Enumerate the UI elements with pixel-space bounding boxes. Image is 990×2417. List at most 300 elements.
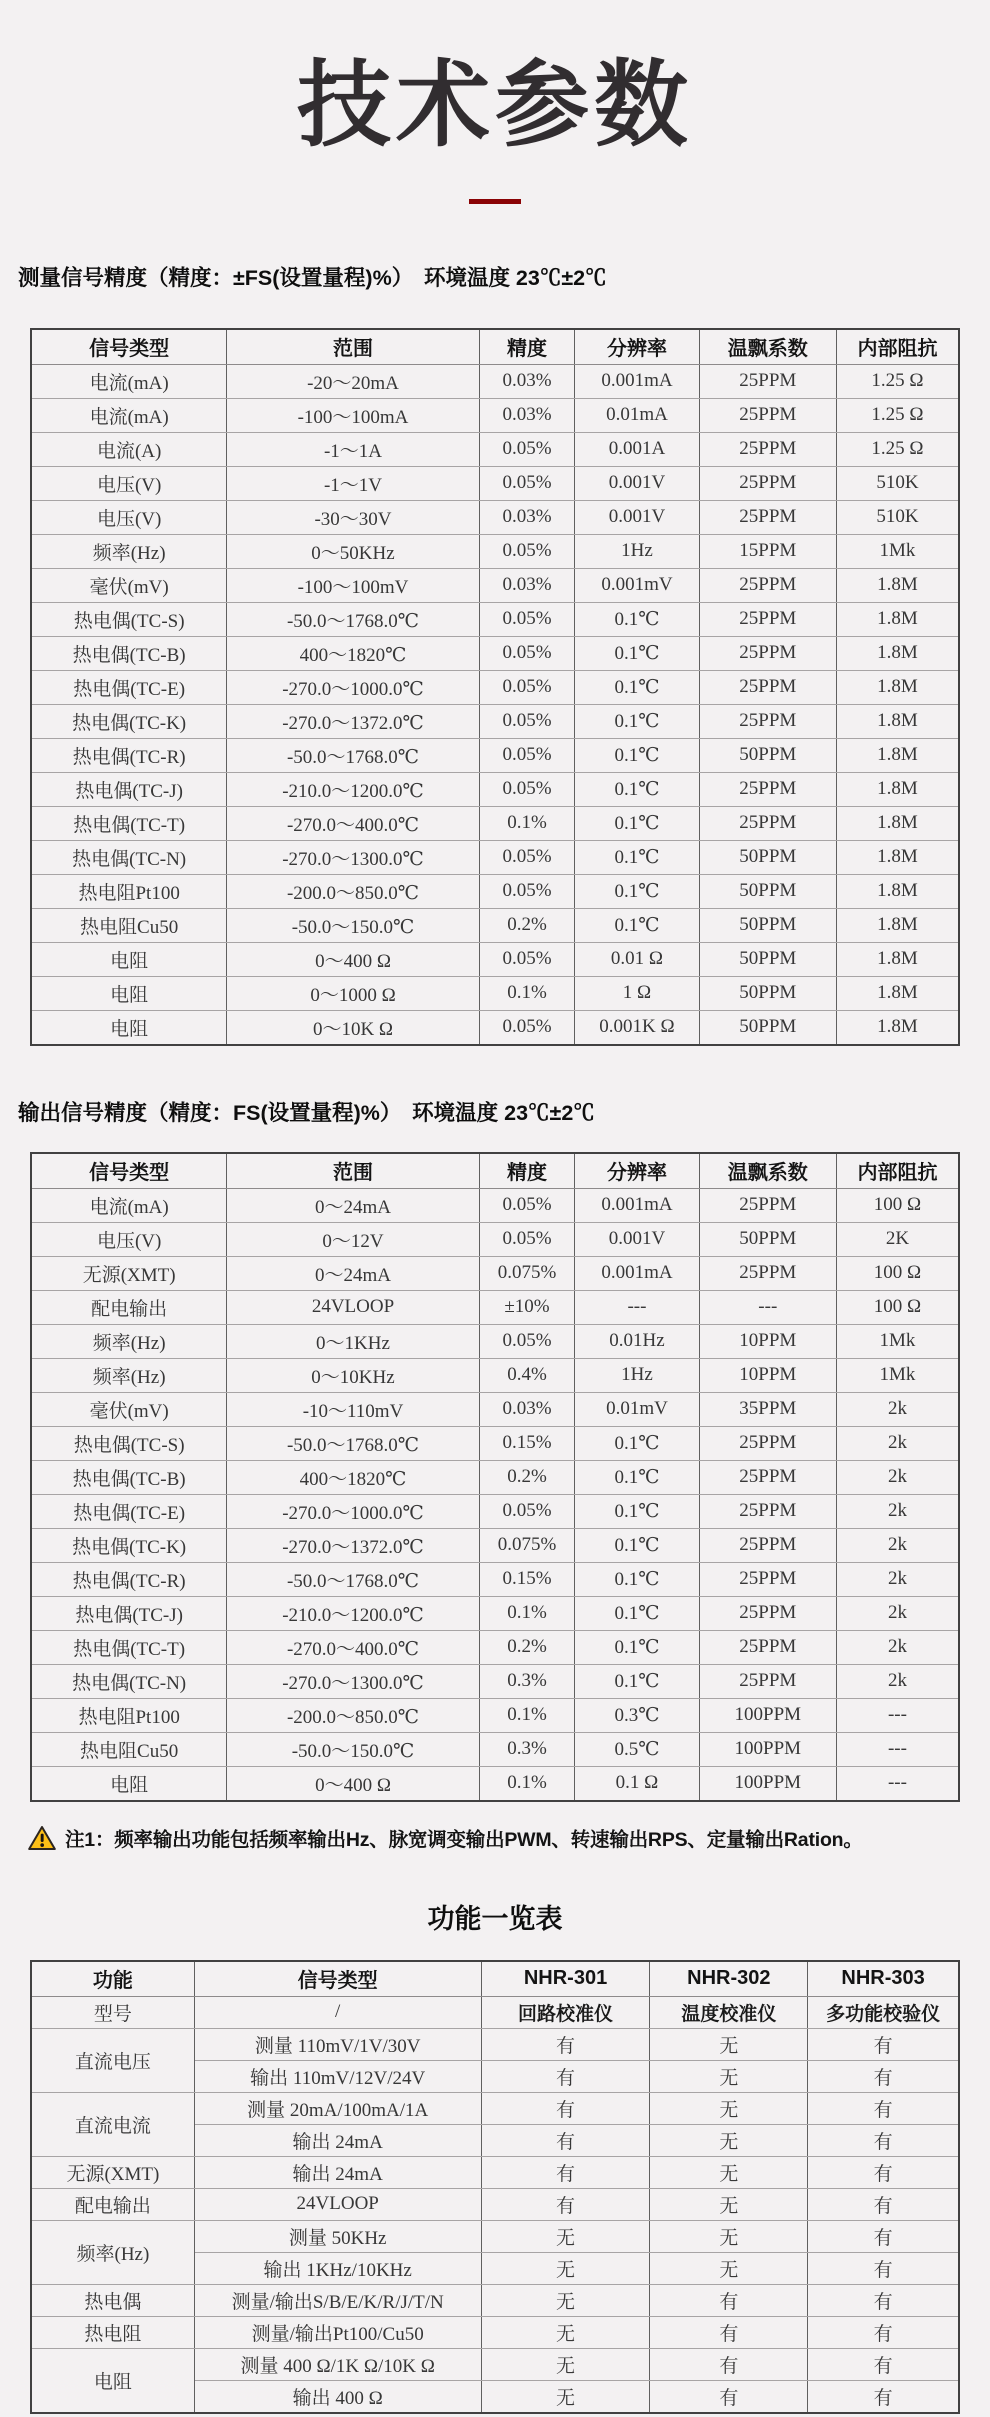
table-cell: 0.001mV xyxy=(575,568,699,602)
table-cell: 回路校准仪 xyxy=(481,1996,650,2028)
table-row xyxy=(31,976,959,1010)
table-cell: 0.05% xyxy=(479,602,575,636)
table-row xyxy=(31,1256,959,1290)
table-cell: ±10% xyxy=(479,1290,575,1324)
table-cell: 热电阻 xyxy=(31,2316,194,2348)
table-cell: -270.0～1000.0℃ xyxy=(227,1494,479,1528)
table-cell: 0.075% xyxy=(479,1256,575,1290)
table-cell: 0.1℃ xyxy=(575,806,699,840)
table-cell: 0.3% xyxy=(479,1664,575,1698)
table-cell: 0.03% xyxy=(479,398,575,432)
table-cell: 510K xyxy=(836,500,959,534)
table-cell: 25PPM xyxy=(699,432,836,466)
table-cell: 0.001mA xyxy=(575,1188,699,1222)
table-cell: 温度校准仪 xyxy=(650,1996,808,2028)
table-cell: 0.1℃ xyxy=(575,636,699,670)
table-cell: 25PPM xyxy=(699,398,836,432)
table-cell: 电流(A) xyxy=(31,432,227,466)
table-row xyxy=(31,704,959,738)
table-cell: 50PPM xyxy=(699,908,836,942)
table-cell: 0.1℃ xyxy=(575,840,699,874)
table-cell: 热电阻Cu50 xyxy=(31,1732,227,1766)
table-cell: 10PPM xyxy=(699,1324,836,1358)
table-cell: 0～400 Ω xyxy=(227,942,479,976)
table-row xyxy=(31,1358,959,1392)
table-cell: 25PPM xyxy=(699,1664,836,1698)
table-cell: 0.1℃ xyxy=(575,704,699,738)
table-cell: 0.05% xyxy=(479,636,575,670)
table-cell: 0.03% xyxy=(479,568,575,602)
table-cell: 0.1℃ xyxy=(575,1460,699,1494)
table-cell: 25PPM xyxy=(699,1562,836,1596)
table-cell: -270.0～1300.0℃ xyxy=(227,1664,479,1698)
table-cell: 100PPM xyxy=(699,1698,836,1732)
table-cell: 有 xyxy=(808,2156,959,2188)
table-cell: 有 xyxy=(650,2316,808,2348)
table-cell: 1.8M xyxy=(836,942,959,976)
table-row xyxy=(31,1996,959,2028)
table-row xyxy=(31,1188,959,1222)
table-cell: --- xyxy=(575,1290,699,1324)
table-cell: 电阻 xyxy=(31,1010,227,1045)
table-cell: 1.25 Ω xyxy=(836,432,959,466)
table-cell: 0.05% xyxy=(479,874,575,908)
table-cell: 10PPM xyxy=(699,1358,836,1392)
table-cell: 0.05% xyxy=(479,432,575,466)
table-cell: 有 xyxy=(808,2316,959,2348)
table-cell: 1.8M xyxy=(836,670,959,704)
table-cell: 热电偶(TC-T) xyxy=(31,1630,227,1664)
table-cell: 25PPM xyxy=(699,364,836,398)
table-row xyxy=(31,2348,959,2380)
table-cell: 100 Ω xyxy=(836,1188,959,1222)
table-cell: 电流(mA) xyxy=(31,364,227,398)
table-cell: 电压(V) xyxy=(31,1222,227,1256)
table-cell: 有 xyxy=(808,2028,959,2060)
table-cell: 无 xyxy=(650,2156,808,2188)
table-cell: 0.2% xyxy=(479,908,575,942)
table-row xyxy=(31,1494,959,1528)
table-cell: 热电偶(TC-S) xyxy=(31,1426,227,1460)
table-row xyxy=(31,874,959,908)
table-cell: -50.0～1768.0℃ xyxy=(227,1562,479,1596)
table-cell: 0～10KHz xyxy=(227,1358,479,1392)
table-cell: 25PPM xyxy=(699,772,836,806)
table-cell: 0.1% xyxy=(479,1596,575,1630)
table-cell: 2k xyxy=(836,1630,959,1664)
table-cell: -270.0～400.0℃ xyxy=(227,806,479,840)
table-cell: 0.1℃ xyxy=(575,874,699,908)
table-cell: 25PPM xyxy=(699,466,836,500)
table-cell: 400～1820℃ xyxy=(227,636,479,670)
table-cell: 0.001K Ω xyxy=(575,1010,699,1045)
table-cell: 1.8M xyxy=(836,908,959,942)
table-cell: 无 xyxy=(481,2252,650,2284)
table-row xyxy=(31,398,959,432)
table-cell: 50PPM xyxy=(699,874,836,908)
table-cell: 1.8M xyxy=(836,1010,959,1045)
table-cell: 0.1% xyxy=(479,976,575,1010)
table-cell: 510K xyxy=(836,466,959,500)
table-cell: 2k xyxy=(836,1460,959,1494)
column-header: 温飘系数 xyxy=(699,329,836,365)
table-cell: 测量/输出Pt100/Cu50 xyxy=(194,2316,481,2348)
table-cell: 1Hz xyxy=(575,534,699,568)
measure-section-heading: 测量信号精度（精度：±FS(设置量程)%） 环境温度 23℃±2℃ xyxy=(18,266,607,290)
table-cell: -210.0～1200.0℃ xyxy=(227,772,479,806)
table-row xyxy=(31,1460,959,1494)
table-row xyxy=(31,602,959,636)
table-cell: -20～20mA xyxy=(227,364,479,398)
table-cell: --- xyxy=(836,1766,959,1801)
table-cell: 25PPM xyxy=(699,636,836,670)
table-cell: 24VLOOP xyxy=(227,1290,479,1324)
table-cell: 0.1℃ xyxy=(575,1664,699,1698)
table-cell: 输出 24mA xyxy=(194,2156,481,2188)
table-cell: -50.0～1768.0℃ xyxy=(227,602,479,636)
table-cell: 热电偶(TC-J) xyxy=(31,772,227,806)
table-cell: 0.1℃ xyxy=(575,772,699,806)
table-cell: 测量 20mA/100mA/1A xyxy=(194,2092,481,2124)
page-title: 技术参数 xyxy=(296,52,693,157)
column-header: 范围 xyxy=(227,1153,479,1189)
table-cell: 0.01mA xyxy=(575,398,699,432)
table-cell: 100PPM xyxy=(699,1732,836,1766)
table-cell: 1.8M xyxy=(836,806,959,840)
table-cell: 1.8M xyxy=(836,772,959,806)
table-cell: 无 xyxy=(481,2380,650,2413)
table-cell: 0.05% xyxy=(479,1222,575,1256)
table-cell: 热电阻Pt100 xyxy=(31,874,227,908)
table-cell: 100PPM xyxy=(699,1766,836,1801)
table-cell: 0.1℃ xyxy=(575,670,699,704)
table-cell: 无 xyxy=(650,2252,808,2284)
table-cell: 频率(Hz) xyxy=(31,1324,227,1358)
table-cell: 0.1℃ xyxy=(575,1596,699,1630)
table-cell: 0.1% xyxy=(479,1766,575,1801)
table-cell: 0.001mA xyxy=(575,364,699,398)
table-cell: -100～100mV xyxy=(227,568,479,602)
table-cell: 50PPM xyxy=(699,840,836,874)
table-row xyxy=(31,840,959,874)
table-cell: 25PPM xyxy=(699,1460,836,1494)
table-cell: 0.05% xyxy=(479,942,575,976)
table-cell: 0～10K Ω xyxy=(227,1010,479,1045)
table-cell: 电阻 xyxy=(31,2348,194,2413)
table-row xyxy=(31,1630,959,1664)
table-cell: 热电偶(TC-K) xyxy=(31,1528,227,1562)
table-cell: 2k xyxy=(836,1664,959,1698)
table-cell: 0.1℃ xyxy=(575,738,699,772)
table-row xyxy=(31,2284,959,2316)
table-cell: 50PPM xyxy=(699,942,836,976)
table-cell: 0.05% xyxy=(479,1188,575,1222)
table-row xyxy=(31,568,959,602)
table-cell: 热电偶(TC-S) xyxy=(31,602,227,636)
table-cell: -100～100mA xyxy=(227,398,479,432)
table-cell: 有 xyxy=(481,2188,650,2220)
table-cell: 1Mk xyxy=(836,1324,959,1358)
table-cell: -50.0～150.0℃ xyxy=(227,908,479,942)
table-row xyxy=(31,1222,959,1256)
table-cell: 25PPM xyxy=(699,1188,836,1222)
table-cell: 有 xyxy=(650,2284,808,2316)
table-cell: 无源(XMT) xyxy=(31,1256,227,1290)
table-row xyxy=(31,806,959,840)
table-cell: 2k xyxy=(836,1562,959,1596)
table-cell: 热电偶 xyxy=(31,2284,194,2316)
table-cell: 热电偶(TC-E) xyxy=(31,1494,227,1528)
table-cell: 0.2% xyxy=(479,1630,575,1664)
table-cell: 0.075% xyxy=(479,1528,575,1562)
table-row xyxy=(31,772,959,806)
column-header: 内部阻抗 xyxy=(836,329,959,365)
table-cell: -50.0～1768.0℃ xyxy=(227,738,479,772)
table-cell: 0.05% xyxy=(479,772,575,806)
table-cell: 测量 50KHz xyxy=(194,2220,481,2252)
table-row xyxy=(31,942,959,976)
table-cell: 无 xyxy=(481,2348,650,2380)
table-cell: -210.0～1200.0℃ xyxy=(227,1596,479,1630)
output-accuracy-section xyxy=(0,1101,990,1802)
table-cell: 有 xyxy=(481,2156,650,2188)
title-divider xyxy=(469,199,521,204)
table-cell: 0.3℃ xyxy=(575,1698,699,1732)
table-cell: 有 xyxy=(481,2028,650,2060)
column-header: NHR-303 xyxy=(808,1961,959,1997)
table-cell: 0.1 Ω xyxy=(575,1766,699,1801)
table-cell: --- xyxy=(836,1698,959,1732)
table-cell: 热电偶(TC-N) xyxy=(31,1664,227,1698)
table-row xyxy=(31,432,959,466)
table-cell: -10～110mV xyxy=(227,1392,479,1426)
table-cell: 热电偶(TC-E) xyxy=(31,670,227,704)
table-cell: 热电阻Cu50 xyxy=(31,908,227,942)
table-cell: -30～30V xyxy=(227,500,479,534)
table-row xyxy=(31,1010,959,1045)
table-cell: 25PPM xyxy=(699,670,836,704)
table-row xyxy=(31,1392,959,1426)
header-row xyxy=(31,1961,959,1997)
table-cell: 24VLOOP xyxy=(194,2188,481,2220)
table-cell: 热电偶(TC-J) xyxy=(31,1596,227,1630)
table-cell: 毫伏(mV) xyxy=(31,568,227,602)
table-cell: 热电偶(TC-B) xyxy=(31,1460,227,1494)
table-cell: 电流(mA) xyxy=(31,398,227,432)
table-row xyxy=(31,1562,959,1596)
table-cell: -1～1V xyxy=(227,466,479,500)
table-cell: 0.1℃ xyxy=(575,1630,699,1664)
table-cell: 输出 1KHz/10KHz xyxy=(194,2252,481,2284)
table-cell: 1.8M xyxy=(836,602,959,636)
column-header: 范围 xyxy=(227,329,479,365)
column-header: 功能 xyxy=(31,1961,194,1997)
table-cell: 无 xyxy=(650,2060,808,2092)
table-row xyxy=(31,2188,959,2220)
table-cell: 25PPM xyxy=(699,568,836,602)
table-row xyxy=(31,2220,959,2252)
functions-section xyxy=(0,1897,990,2414)
table-cell: 热电偶(TC-N) xyxy=(31,840,227,874)
table-row xyxy=(31,1732,959,1766)
table-cell: 1Mk xyxy=(836,534,959,568)
table-cell: 0.1℃ xyxy=(575,1562,699,1596)
table-cell: 有 xyxy=(808,2380,959,2413)
table-row xyxy=(31,1596,959,1630)
header-row xyxy=(31,1153,959,1189)
table-cell: 1Mk xyxy=(836,1358,959,1392)
table-cell: 电阻 xyxy=(31,942,227,976)
table-cell: 型号 xyxy=(31,1996,194,2028)
warning-triangle-icon xyxy=(28,1825,56,1851)
table-cell: -50.0～1768.0℃ xyxy=(227,1426,479,1460)
table-cell: 25PPM xyxy=(699,602,836,636)
note xyxy=(28,1821,990,1855)
table-row xyxy=(31,2316,959,2348)
table-cell: 400～1820℃ xyxy=(227,1460,479,1494)
table-cell: 0.001V xyxy=(575,500,699,534)
table-cell: 0.5℃ xyxy=(575,1732,699,1766)
table-row xyxy=(31,1290,959,1324)
table-cell: 0.03% xyxy=(479,364,575,398)
output-section-heading: 输出信号精度（精度：FS(设置量程)%） 环境温度 23℃±2℃ xyxy=(18,1100,595,1125)
table-cell: 电阻 xyxy=(31,1766,227,1801)
table-cell: 0～24mA xyxy=(227,1256,479,1290)
table-cell: 无 xyxy=(481,2220,650,2252)
table-row xyxy=(31,1426,959,1460)
output-accuracy-table xyxy=(30,1152,960,1802)
table-row xyxy=(31,1324,959,1358)
column-header: NHR-302 xyxy=(650,1961,808,1997)
table-cell: 热电偶(TC-T) xyxy=(31,806,227,840)
table-cell: 无 xyxy=(481,2284,650,2316)
table-cell: 有 xyxy=(808,2252,959,2284)
table-cell: 0～400 Ω xyxy=(227,1766,479,1801)
table-row xyxy=(31,2156,959,2188)
table-cell: 电压(V) xyxy=(31,466,227,500)
table-cell: 0.05% xyxy=(479,1010,575,1045)
table-cell: 热电偶(TC-R) xyxy=(31,1562,227,1596)
table-cell: 测量 110mV/1V/30V xyxy=(194,2028,481,2060)
note-text: 注1：频率输出功能包括频率输出Hz、脉宽调变输出PWM、转速输出RPS、定量输出Ration。 xyxy=(65,1828,863,1851)
column-header: 信号类型 xyxy=(31,329,227,365)
table-cell: 0.05% xyxy=(479,534,575,568)
table-cell: 0.4% xyxy=(479,1358,575,1392)
table-cell: 热电偶(TC-R) xyxy=(31,738,227,772)
table-cell: 2k xyxy=(836,1392,959,1426)
table-cell: 0.05% xyxy=(479,466,575,500)
table-cell: 有 xyxy=(808,2284,959,2316)
table-cell: 直流电流 xyxy=(31,2092,194,2156)
table-cell: -200.0～850.0℃ xyxy=(227,1698,479,1732)
column-header: 内部阻抗 xyxy=(836,1153,959,1189)
table-cell: -270.0～1372.0℃ xyxy=(227,1528,479,1562)
table-cell: 1.8M xyxy=(836,704,959,738)
table-row xyxy=(31,908,959,942)
table-cell: 25PPM xyxy=(699,1630,836,1664)
table-cell: 0～1000 Ω xyxy=(227,976,479,1010)
table-cell: 0～12V xyxy=(227,1222,479,1256)
column-header: 精度 xyxy=(479,329,575,365)
table-row xyxy=(31,2092,959,2124)
table-row xyxy=(31,1698,959,1732)
table-cell: 1 Ω xyxy=(575,976,699,1010)
table-cell: 热电偶(TC-B) xyxy=(31,636,227,670)
table-cell: 0.1℃ xyxy=(575,1528,699,1562)
table-cell: 有 xyxy=(481,2124,650,2156)
table-cell: 2k xyxy=(836,1426,959,1460)
table-row xyxy=(31,636,959,670)
table-cell: 0.01mV xyxy=(575,1392,699,1426)
table-cell: 25PPM xyxy=(699,704,836,738)
table-cell: 0.1℃ xyxy=(575,602,699,636)
table-cell: 1Hz xyxy=(575,1358,699,1392)
table-row xyxy=(31,466,959,500)
table-cell: 有 xyxy=(808,2124,959,2156)
table-cell: 无 xyxy=(650,2188,808,2220)
table-cell: -50.0～150.0℃ xyxy=(227,1732,479,1766)
table-cell: 0.001V xyxy=(575,466,699,500)
table-cell: 50PPM xyxy=(699,738,836,772)
table-cell: 1.8M xyxy=(836,636,959,670)
table-cell: 0.001mA xyxy=(575,1256,699,1290)
table-cell: 0.03% xyxy=(479,500,575,534)
table-cell: 1.8M xyxy=(836,874,959,908)
table-cell: 50PPM xyxy=(699,976,836,1010)
table-cell: -200.0～850.0℃ xyxy=(227,874,479,908)
table-cell: 2k xyxy=(836,1528,959,1562)
table-cell: 有 xyxy=(808,2220,959,2252)
table-cell: 0.15% xyxy=(479,1426,575,1460)
table-row xyxy=(31,534,959,568)
table-row xyxy=(31,500,959,534)
table-row xyxy=(31,738,959,772)
column-header: 精度 xyxy=(479,1153,575,1189)
table-cell: 1.25 Ω xyxy=(836,364,959,398)
table-cell: --- xyxy=(699,1290,836,1324)
table-cell: 0.15% xyxy=(479,1562,575,1596)
table-cell: 有 xyxy=(808,2348,959,2380)
table-cell: --- xyxy=(836,1732,959,1766)
table-cell: 0.05% xyxy=(479,670,575,704)
column-header: 温飘系数 xyxy=(699,1153,836,1189)
table-cell: 50PPM xyxy=(699,1010,836,1045)
measure-accuracy-section xyxy=(0,266,990,1046)
table-cell: 25PPM xyxy=(699,1528,836,1562)
table-cell: 25PPM xyxy=(699,1426,836,1460)
table-cell: 无 xyxy=(650,2092,808,2124)
table-cell: 输出 110mV/12V/24V xyxy=(194,2060,481,2092)
table-cell: 有 xyxy=(481,2092,650,2124)
table-cell: 配电输出 xyxy=(31,2188,194,2220)
column-header: 信号类型 xyxy=(194,1961,481,1997)
table-cell: 0～50KHz xyxy=(227,534,479,568)
table-cell: 有 xyxy=(650,2348,808,2380)
table-cell: 有 xyxy=(650,2380,808,2413)
table-cell: 0.01Hz xyxy=(575,1324,699,1358)
header-row xyxy=(31,329,959,365)
table-cell: 有 xyxy=(481,2060,650,2092)
table-cell: -270.0～1300.0℃ xyxy=(227,840,479,874)
table-row xyxy=(31,670,959,704)
table-cell: 0.1℃ xyxy=(575,1426,699,1460)
table-cell: 热电偶(TC-K) xyxy=(31,704,227,738)
table-cell: 电阻 xyxy=(31,976,227,1010)
table-cell: 配电输出 xyxy=(31,1290,227,1324)
table-cell: 热电阻Pt100 xyxy=(31,1698,227,1732)
table-cell: 25PPM xyxy=(699,500,836,534)
table-cell: 0.1℃ xyxy=(575,1494,699,1528)
